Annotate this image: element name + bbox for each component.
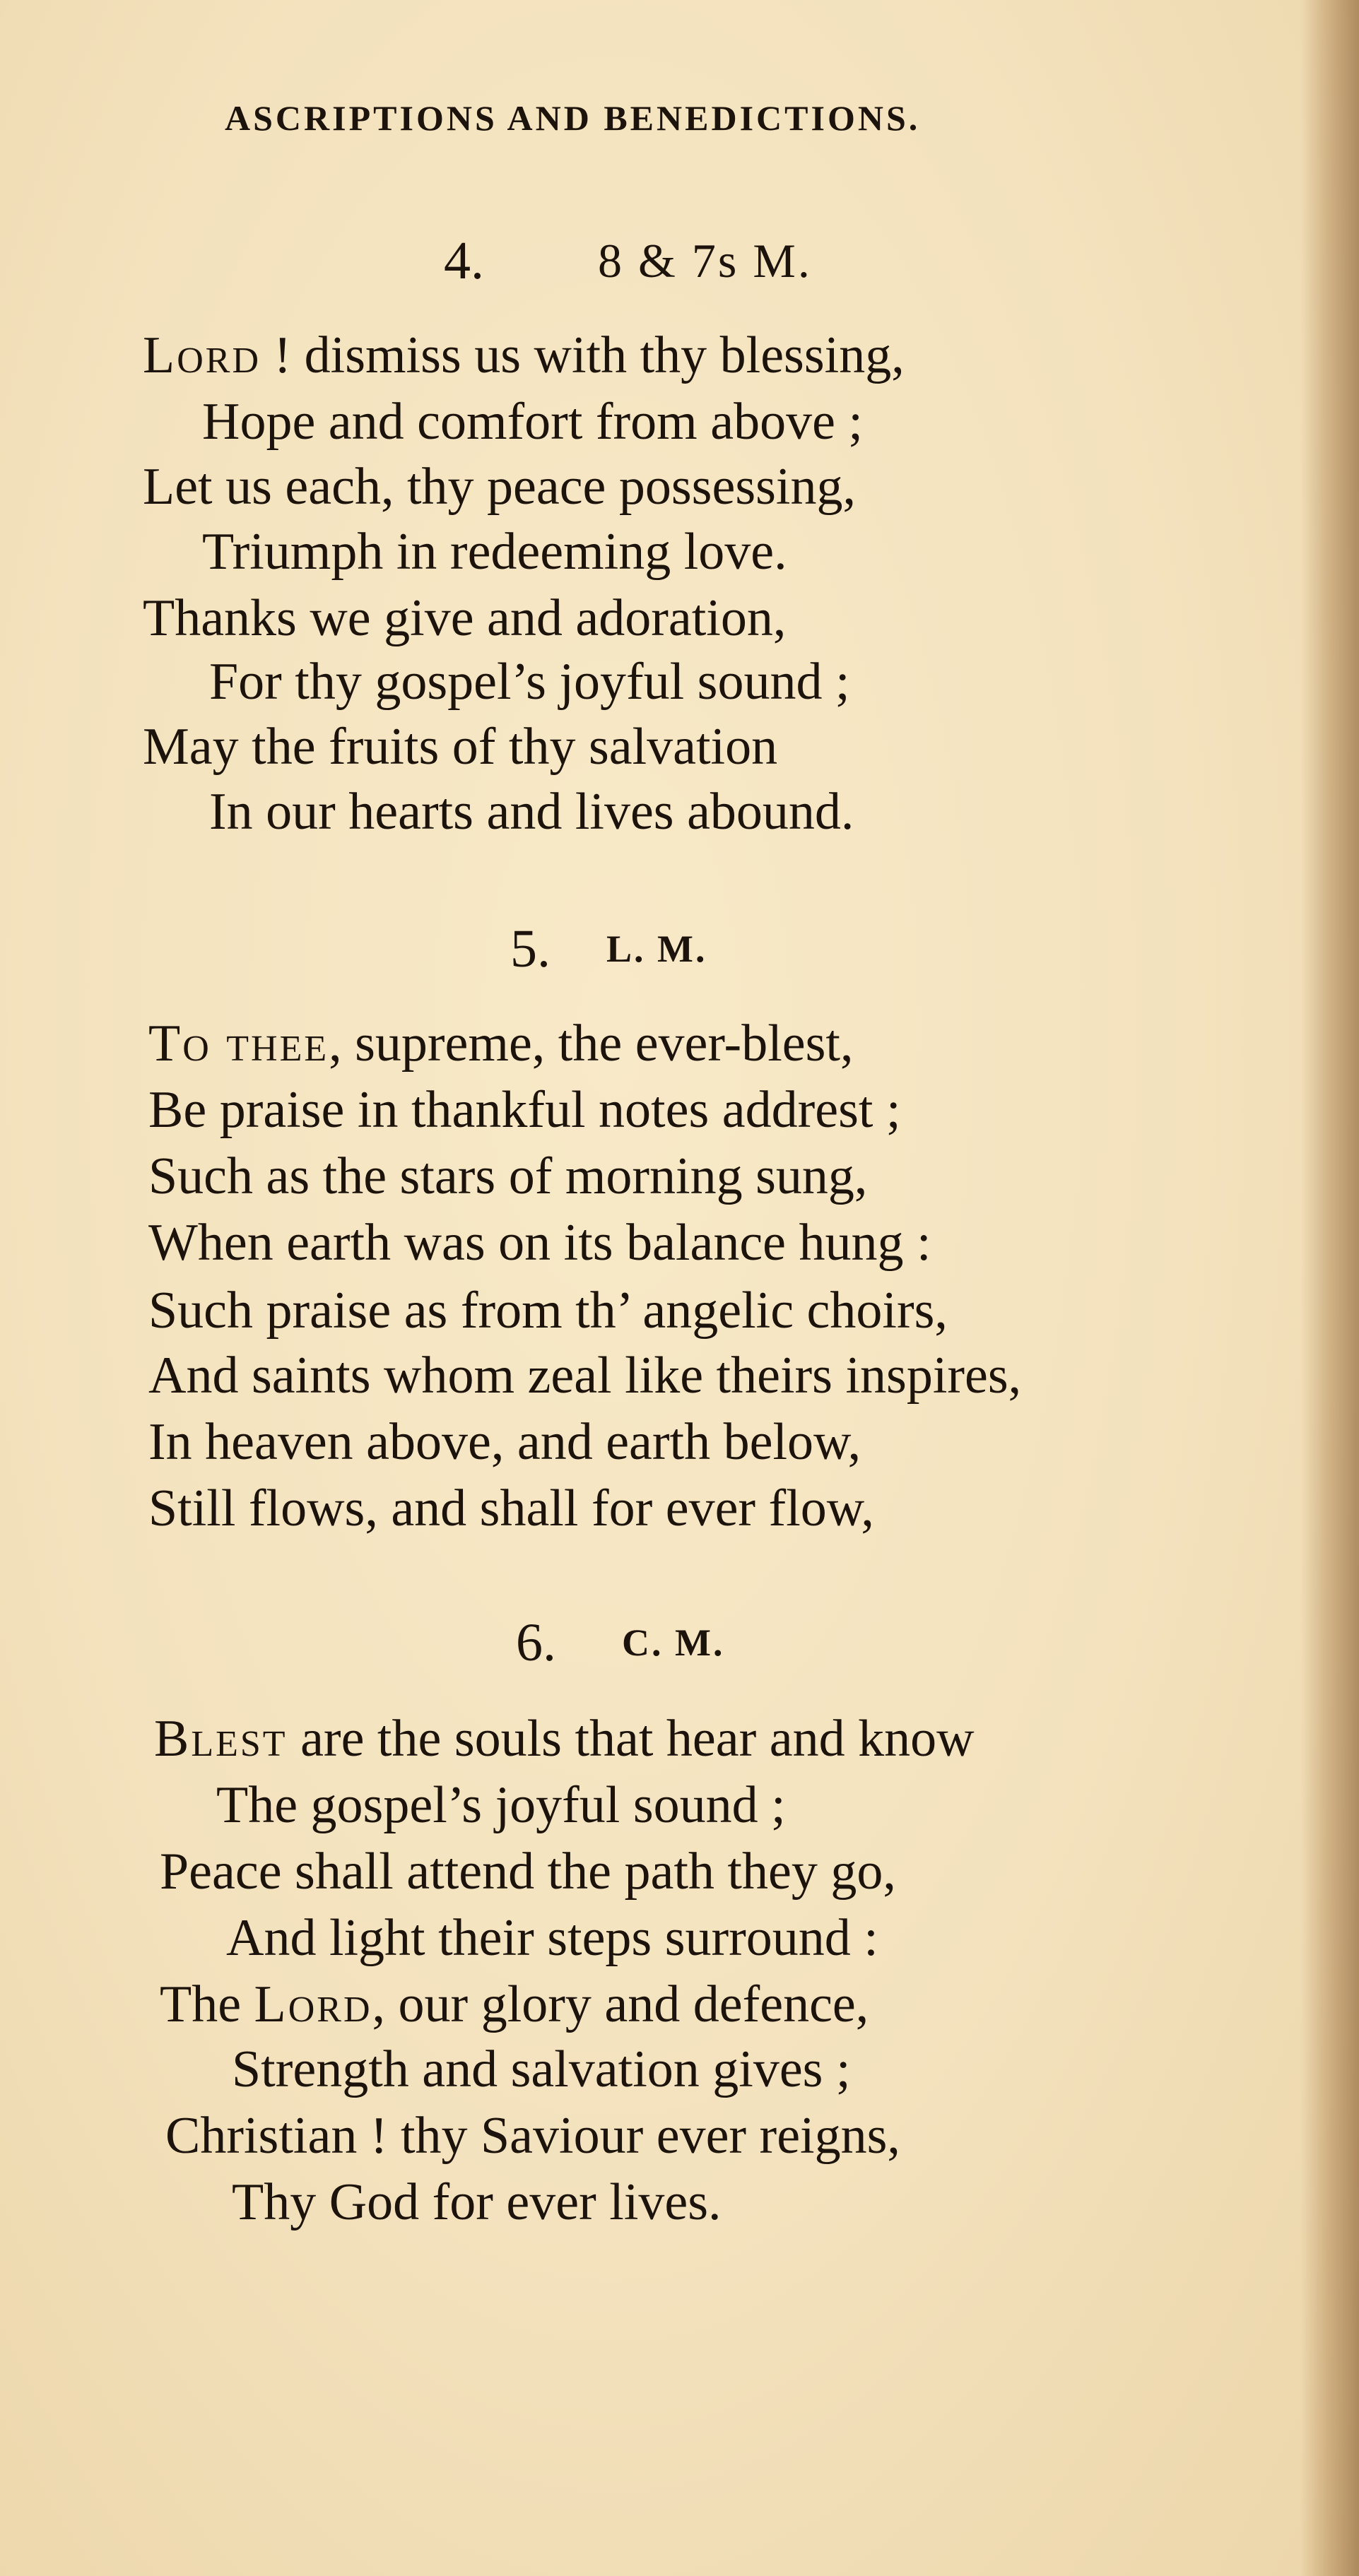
- verse-line: Christian ! thy Saviour ever reigns,: [165, 2107, 900, 2165]
- verse-line: The gospel’s joyful sound ;: [216, 1776, 786, 1834]
- verse-line: For thy gospel’s joyful sound ;: [209, 653, 850, 711]
- verse-line: [148, 1015, 854, 1073]
- verse-line-text: are the souls that hear and know: [287, 1710, 975, 1768]
- running-head: ASCRIPTIONS AND BENEDICTIONS.: [225, 98, 921, 138]
- verse-line: In our hearts and lives abound.: [209, 783, 854, 841]
- verse-first-word: Blest: [154, 1710, 288, 1768]
- verse-line-text: , supreme, the ever-blest,: [329, 1015, 854, 1073]
- verse-line: Thy God for ever lives.: [232, 2173, 722, 2231]
- verse-line: Be praise in thankful notes addrest ;: [148, 1081, 901, 1139]
- verse-line-text: ! dismiss us with thy blessing,: [261, 326, 905, 384]
- verse-line: When earth was on its balance hung :: [148, 1214, 931, 1272]
- hymn-meter: C. M.: [622, 1621, 725, 1664]
- verse-line: Let us each, thy peace possessing,: [143, 458, 856, 516]
- verse-line: Hope and comfort from above ;: [202, 393, 863, 451]
- verse-line: Strength and salvation gives ;: [232, 2040, 851, 2098]
- verse-line: May the fruits of thy salvation: [143, 718, 778, 776]
- hymn-number: 5.: [510, 919, 551, 979]
- inline-small-caps: Lord: [254, 1975, 372, 2033]
- verse-line: And light their steps surround :: [226, 1909, 878, 1967]
- verse-first-word: Lord: [143, 326, 261, 384]
- hymn-meter: 8 & 7s M.: [598, 234, 812, 288]
- verse-line: Thanks we give and adoration,: [143, 589, 787, 647]
- hymn-number: 6.: [516, 1613, 556, 1672]
- verse-line: [143, 326, 905, 384]
- verse-line: Such praise as from th’ angelic choirs,: [148, 1282, 948, 1340]
- verse-line: Still flows, and shall for ever flow,: [148, 1479, 874, 1537]
- verse-line-text: The: [160, 1975, 254, 2033]
- verse-line: [160, 1975, 869, 2033]
- verse-line: And saints whom zeal like theirs inspires,: [148, 1347, 1022, 1405]
- verse-line: Triumph in redeeming love.: [202, 523, 787, 581]
- verse-line: Such as the stars of morning sung,: [148, 1147, 868, 1205]
- verse-first-word: To thee: [148, 1015, 329, 1073]
- verse-line: Peace shall attend the path they go,: [160, 1843, 896, 1901]
- verse-line-text: , our glory and defence,: [372, 1975, 869, 2033]
- hymn-meter: L. M.: [606, 928, 707, 970]
- verse-line: In heaven above, and earth below,: [148, 1413, 861, 1471]
- verse-line: [154, 1710, 975, 1768]
- hymn-number: 4.: [444, 231, 484, 290]
